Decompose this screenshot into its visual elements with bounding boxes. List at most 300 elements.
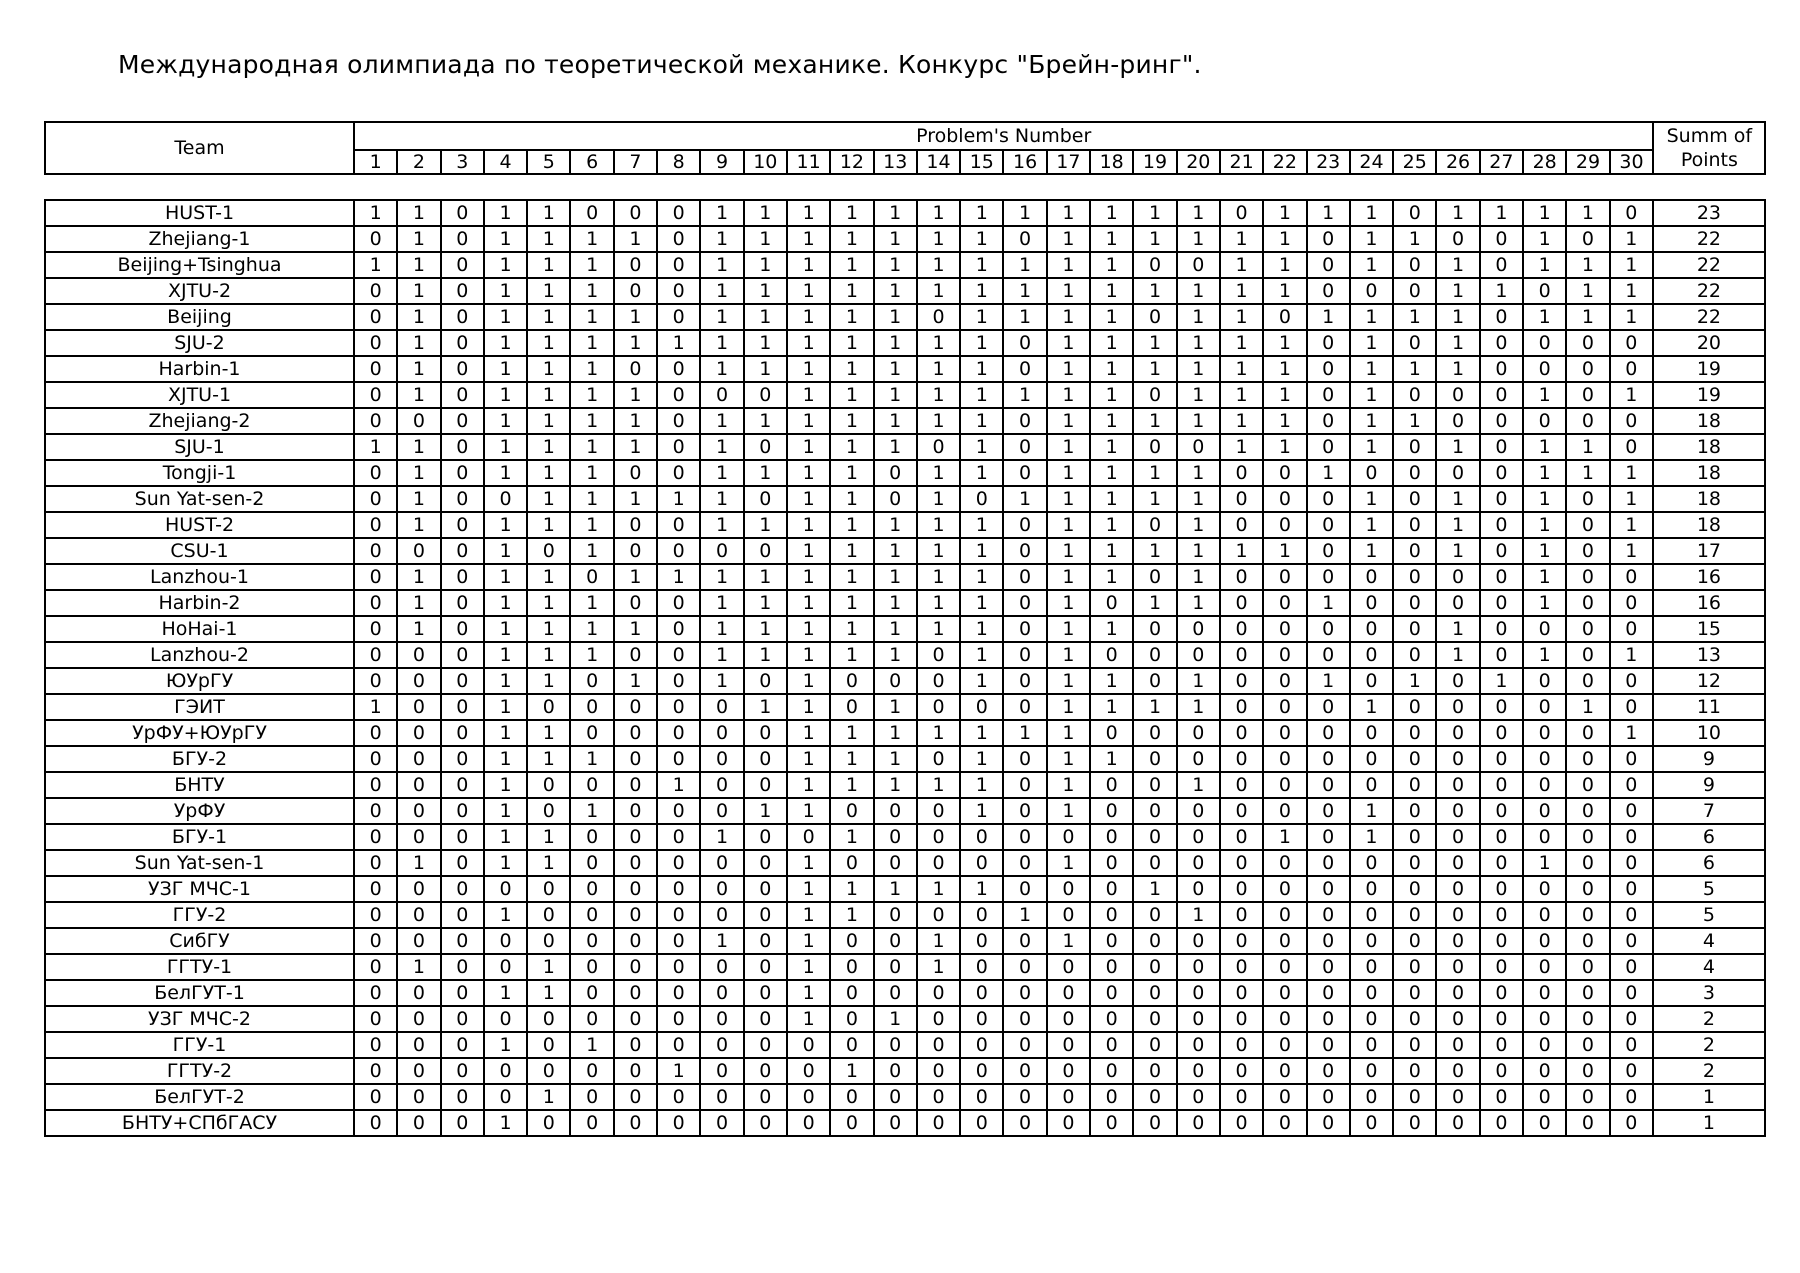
score-cell: 1 <box>614 408 657 434</box>
score-cell: 1 <box>397 330 440 356</box>
score-cell: 0 <box>1263 798 1306 824</box>
score-cell: 1 <box>1047 850 1090 876</box>
score-cell: 1 <box>1177 382 1220 408</box>
score-cell: 0 <box>354 876 397 902</box>
score-cell: 0 <box>1307 486 1350 512</box>
total-points: 16 <box>1653 564 1765 590</box>
score-cell: 0 <box>397 876 440 902</box>
score-cell: 1 <box>787 980 830 1006</box>
team-name: Zhejiang-2 <box>45 408 354 434</box>
score-cell: 0 <box>1220 876 1263 902</box>
score-cell: 1 <box>1047 356 1090 382</box>
score-cell: 0 <box>1220 486 1263 512</box>
score-cell: 1 <box>874 434 917 460</box>
score-cell: 0 <box>874 486 917 512</box>
score-cell: 0 <box>441 824 484 850</box>
problem-number-23: 23 <box>1307 150 1350 174</box>
score-cell: 0 <box>1003 798 1046 824</box>
score-cell: 0 <box>397 720 440 746</box>
score-cell: 0 <box>1480 1058 1523 1084</box>
score-cell: 1 <box>1003 200 1046 226</box>
score-cell: 0 <box>397 1058 440 1084</box>
score-cell: 0 <box>700 538 743 564</box>
score-cell: 0 <box>1566 226 1609 252</box>
score-cell: 0 <box>1133 850 1176 876</box>
score-cell: 0 <box>1263 486 1306 512</box>
score-cell: 1 <box>744 408 787 434</box>
score-cell: 0 <box>744 720 787 746</box>
score-cell: 1 <box>830 538 873 564</box>
score-cell: 1 <box>397 486 440 512</box>
score-cell: 0 <box>1393 590 1436 616</box>
score-cell: 0 <box>1003 876 1046 902</box>
problem-number-6: 6 <box>570 150 613 174</box>
score-cell: 1 <box>1090 694 1133 720</box>
score-cell: 0 <box>1350 954 1393 980</box>
score-cell: 1 <box>1177 408 1220 434</box>
score-cell: 1 <box>917 200 960 226</box>
score-cell: 0 <box>1610 590 1653 616</box>
score-cell: 0 <box>960 954 1003 980</box>
score-cell: 1 <box>830 460 873 486</box>
problem-number-7: 7 <box>614 150 657 174</box>
score-cell: 1 <box>700 642 743 668</box>
score-cell: 1 <box>527 616 570 642</box>
score-cell: 1 <box>1090 304 1133 330</box>
score-cell: 0 <box>1047 824 1090 850</box>
score-cell: 0 <box>1523 330 1566 356</box>
score-cell: 0 <box>1090 1032 1133 1058</box>
score-cell: 0 <box>700 954 743 980</box>
score-cell: 1 <box>700 200 743 226</box>
score-cell: 1 <box>917 330 960 356</box>
score-cell: 0 <box>1263 1032 1306 1058</box>
team-name: Harbin-2 <box>45 590 354 616</box>
score-cell: 0 <box>830 1110 873 1136</box>
score-cell: 0 <box>1393 1006 1436 1032</box>
score-cell: 0 <box>700 720 743 746</box>
score-cell: 1 <box>830 772 873 798</box>
score-cell: 0 <box>1003 694 1046 720</box>
problem-number-1: 1 <box>354 150 397 174</box>
score-cell: 0 <box>1480 252 1523 278</box>
score-cell: 0 <box>874 824 917 850</box>
score-cell: 1 <box>1047 564 1090 590</box>
score-cell: 1 <box>874 876 917 902</box>
score-cell: 1 <box>830 824 873 850</box>
score-cell: 0 <box>1393 616 1436 642</box>
score-cell: 0 <box>1307 1110 1350 1136</box>
score-cell: 0 <box>441 642 484 668</box>
score-cell: 0 <box>1436 226 1479 252</box>
score-cell: 1 <box>960 564 1003 590</box>
score-cell: 0 <box>1610 330 1653 356</box>
table-row <box>45 850 1765 876</box>
score-cell: 1 <box>484 824 527 850</box>
score-cell: 1 <box>744 252 787 278</box>
table-row <box>45 746 1765 772</box>
score-cell: 0 <box>1047 1084 1090 1110</box>
score-cell: 0 <box>354 564 397 590</box>
score-cell: 1 <box>527 850 570 876</box>
score-cell: 0 <box>1393 252 1436 278</box>
score-cell: 0 <box>1523 1058 1566 1084</box>
score-cell: 0 <box>397 1110 440 1136</box>
table-row <box>45 642 1765 668</box>
score-cell: 0 <box>1003 1032 1046 1058</box>
score-cell: 1 <box>874 356 917 382</box>
score-cell: 0 <box>1177 746 1220 772</box>
score-cell: 0 <box>397 824 440 850</box>
score-cell: 1 <box>830 382 873 408</box>
score-cell: 0 <box>614 980 657 1006</box>
score-cell: 0 <box>1307 954 1350 980</box>
score-cell: 0 <box>1480 460 1523 486</box>
score-cell: 1 <box>1047 590 1090 616</box>
score-cell: 0 <box>1610 1006 1653 1032</box>
score-cell: 0 <box>1610 772 1653 798</box>
score-cell: 1 <box>1610 382 1653 408</box>
score-cell: 0 <box>917 1084 960 1110</box>
table-row <box>45 876 1765 902</box>
score-cell: 1 <box>874 252 917 278</box>
score-cell: 0 <box>1436 876 1479 902</box>
score-cell: 1 <box>787 486 830 512</box>
score-cell: 1 <box>960 512 1003 538</box>
table-row <box>45 1006 1765 1032</box>
score-cell: 1 <box>570 278 613 304</box>
score-cell: 1 <box>397 356 440 382</box>
table-row <box>45 772 1765 798</box>
score-cell: 1 <box>527 564 570 590</box>
score-cell: 0 <box>1307 642 1350 668</box>
score-cell: 1 <box>1566 278 1609 304</box>
score-cell: 1 <box>787 876 830 902</box>
score-cell: 0 <box>397 408 440 434</box>
score-cell: 1 <box>787 1006 830 1032</box>
score-cell: 0 <box>1220 616 1263 642</box>
score-cell: 1 <box>397 460 440 486</box>
score-cell: 1 <box>787 798 830 824</box>
score-cell: 1 <box>1350 382 1393 408</box>
score-cell: 1 <box>1090 668 1133 694</box>
score-cell: 0 <box>700 876 743 902</box>
score-cell: 1 <box>1090 512 1133 538</box>
score-cell: 0 <box>1393 460 1436 486</box>
score-cell: 1 <box>830 486 873 512</box>
score-cell: 1 <box>830 564 873 590</box>
score-cell: 1 <box>1003 902 1046 928</box>
score-cell: 0 <box>1566 954 1609 980</box>
score-cell: 1 <box>874 226 917 252</box>
score-cell: 1 <box>700 356 743 382</box>
score-cell: 1 <box>1566 252 1609 278</box>
problem-number-24: 24 <box>1350 150 1393 174</box>
score-cell: 0 <box>744 850 787 876</box>
score-cell: 0 <box>1090 798 1133 824</box>
score-cell: 0 <box>1003 460 1046 486</box>
score-cell: 1 <box>960 720 1003 746</box>
problem-number-29: 29 <box>1566 150 1609 174</box>
score-cell: 0 <box>1436 694 1479 720</box>
score-cell: 0 <box>657 694 700 720</box>
score-cell: 1 <box>1436 616 1479 642</box>
score-cell: 0 <box>354 1032 397 1058</box>
score-cell: 0 <box>830 694 873 720</box>
score-cell: 0 <box>1523 798 1566 824</box>
score-cell: 1 <box>960 200 1003 226</box>
score-cell: 0 <box>830 980 873 1006</box>
score-cell: 1 <box>1263 408 1306 434</box>
score-cell: 0 <box>1436 902 1479 928</box>
score-cell: 0 <box>1263 954 1306 980</box>
score-cell: 1 <box>1090 434 1133 460</box>
score-cell: 0 <box>1177 876 1220 902</box>
score-cell: 1 <box>874 720 917 746</box>
score-cell: 1 <box>744 512 787 538</box>
score-cell: 0 <box>1480 434 1523 460</box>
score-cell: 1 <box>1090 486 1133 512</box>
score-cell: 0 <box>1307 538 1350 564</box>
score-cell: 0 <box>1133 434 1176 460</box>
score-cell: 0 <box>614 642 657 668</box>
score-cell: 0 <box>700 1110 743 1136</box>
score-cell: 0 <box>1393 694 1436 720</box>
score-cell: 1 <box>614 486 657 512</box>
score-cell: 0 <box>1566 356 1609 382</box>
score-cell: 1 <box>744 200 787 226</box>
score-cell: 0 <box>441 1058 484 1084</box>
score-cell: 1 <box>1350 512 1393 538</box>
score-cell: 0 <box>1090 928 1133 954</box>
score-cell: 0 <box>1610 408 1653 434</box>
score-cell: 0 <box>657 824 700 850</box>
score-cell: 1 <box>527 590 570 616</box>
score-cell: 0 <box>1566 668 1609 694</box>
score-cell: 1 <box>1047 460 1090 486</box>
score-cell: 1 <box>744 616 787 642</box>
score-cell: 1 <box>917 954 960 980</box>
score-cell: 0 <box>397 746 440 772</box>
score-cell: 1 <box>1436 642 1479 668</box>
score-cell: 0 <box>614 538 657 564</box>
score-cell: 0 <box>1523 980 1566 1006</box>
score-cell: 1 <box>960 226 1003 252</box>
score-cell: 0 <box>397 668 440 694</box>
score-cell: 0 <box>570 980 613 1006</box>
score-cell: 1 <box>570 538 613 564</box>
team-name: БГУ-1 <box>45 824 354 850</box>
score-cell: 1 <box>917 408 960 434</box>
score-cell: 0 <box>441 1006 484 1032</box>
score-cell: 1 <box>1480 200 1523 226</box>
score-cell: 1 <box>700 564 743 590</box>
total-points: 1 <box>1653 1110 1765 1136</box>
table-row <box>45 538 1765 564</box>
problem-number-18: 18 <box>1090 150 1133 174</box>
score-cell: 1 <box>1350 694 1393 720</box>
score-cell: 0 <box>1610 928 1653 954</box>
score-cell: 0 <box>700 382 743 408</box>
score-cell: 1 <box>1220 278 1263 304</box>
score-cell: 0 <box>1003 1006 1046 1032</box>
score-cell: 1 <box>1523 382 1566 408</box>
score-cell: 1 <box>527 226 570 252</box>
score-cell: 0 <box>1133 1006 1176 1032</box>
score-cell: 0 <box>787 1058 830 1084</box>
score-cell: 1 <box>1566 694 1609 720</box>
score-cell: 0 <box>1436 668 1479 694</box>
score-cell: 1 <box>484 538 527 564</box>
table-row <box>45 252 1765 278</box>
table-row <box>45 720 1765 746</box>
score-cell: 1 <box>700 928 743 954</box>
score-cell: 0 <box>1307 902 1350 928</box>
score-cell: 0 <box>1263 1058 1306 1084</box>
score-cell: 1 <box>787 850 830 876</box>
score-cell: 0 <box>700 850 743 876</box>
score-cell: 0 <box>1090 1110 1133 1136</box>
table-row <box>45 200 1765 226</box>
score-cell: 1 <box>1263 226 1306 252</box>
score-cell: 0 <box>874 850 917 876</box>
table-row <box>45 226 1765 252</box>
score-cell: 0 <box>614 720 657 746</box>
score-cell: 1 <box>570 746 613 772</box>
score-cell: 1 <box>830 304 873 330</box>
score-cell: 1 <box>1047 746 1090 772</box>
score-cell: 1 <box>614 382 657 408</box>
score-cell: 0 <box>1566 1006 1609 1032</box>
total-points: 2 <box>1653 1058 1765 1084</box>
score-cell: 1 <box>570 408 613 434</box>
score-cell: 0 <box>700 746 743 772</box>
score-cell: 1 <box>1566 434 1609 460</box>
score-cell: 1 <box>874 200 917 226</box>
score-cell: 1 <box>1047 278 1090 304</box>
score-cell: 1 <box>960 616 1003 642</box>
score-cell: 0 <box>614 252 657 278</box>
score-cell: 0 <box>1610 980 1653 1006</box>
score-cell: 1 <box>484 1110 527 1136</box>
team-column-header: Team <box>45 122 354 174</box>
score-cell: 0 <box>1393 1032 1436 1058</box>
score-cell: 1 <box>1523 434 1566 460</box>
score-cell: 0 <box>1263 512 1306 538</box>
score-cell: 0 <box>570 772 613 798</box>
team-name: HUST-2 <box>45 512 354 538</box>
score-cell: 0 <box>1436 798 1479 824</box>
score-cell: 0 <box>1480 538 1523 564</box>
score-cell: 1 <box>1047 304 1090 330</box>
score-cell: 0 <box>1177 954 1220 980</box>
score-cell: 0 <box>744 876 787 902</box>
score-cell: 0 <box>397 902 440 928</box>
score-cell: 1 <box>874 538 917 564</box>
score-cell: 1 <box>917 928 960 954</box>
problem-number-10: 10 <box>744 150 787 174</box>
total-points: 15 <box>1653 616 1765 642</box>
score-cell: 1 <box>570 590 613 616</box>
score-cell: 0 <box>441 278 484 304</box>
problem-number-15: 15 <box>960 150 1003 174</box>
score-cell: 1 <box>787 746 830 772</box>
score-cell: 1 <box>1220 226 1263 252</box>
score-cell: 0 <box>1610 434 1653 460</box>
score-cell: 0 <box>1003 330 1046 356</box>
score-cell: 0 <box>441 902 484 928</box>
score-cell: 1 <box>397 616 440 642</box>
score-cell: 1 <box>744 304 787 330</box>
team-name: УрФУ <box>45 798 354 824</box>
score-cell: 1 <box>1047 200 1090 226</box>
score-cell: 1 <box>484 668 527 694</box>
score-cell: 0 <box>1003 356 1046 382</box>
score-cell: 1 <box>1133 590 1176 616</box>
score-cell: 1 <box>1047 252 1090 278</box>
score-cell: 1 <box>570 460 613 486</box>
score-cell: 1 <box>484 564 527 590</box>
score-cell: 0 <box>1523 356 1566 382</box>
score-cell: 0 <box>657 1084 700 1110</box>
score-cell: 1 <box>1523 486 1566 512</box>
score-cell: 0 <box>1263 1084 1306 1110</box>
score-cell: 1 <box>484 720 527 746</box>
score-cell: 0 <box>1220 824 1263 850</box>
score-cell: 0 <box>441 1110 484 1136</box>
score-cell: 1 <box>527 668 570 694</box>
score-cell: 0 <box>657 590 700 616</box>
score-cell: 0 <box>484 876 527 902</box>
score-cell: 1 <box>657 486 700 512</box>
score-cell: 0 <box>1566 746 1609 772</box>
score-cell: 1 <box>484 330 527 356</box>
score-cell: 0 <box>1393 720 1436 746</box>
score-cell: 1 <box>787 720 830 746</box>
score-cell: 0 <box>1480 850 1523 876</box>
score-cell: 0 <box>1480 1084 1523 1110</box>
score-cell: 0 <box>1003 1058 1046 1084</box>
score-cell: 1 <box>874 512 917 538</box>
score-cell: 1 <box>874 1006 917 1032</box>
score-cell: 0 <box>1480 694 1523 720</box>
score-cell: 0 <box>657 616 700 642</box>
score-cell: 0 <box>1610 564 1653 590</box>
score-cell: 1 <box>527 980 570 1006</box>
score-cell: 0 <box>1220 746 1263 772</box>
score-cell: 0 <box>744 954 787 980</box>
score-cell: 0 <box>700 1084 743 1110</box>
score-cell: 0 <box>1610 954 1653 980</box>
score-cell: 0 <box>1047 902 1090 928</box>
total-points: 22 <box>1653 252 1765 278</box>
score-cell: 0 <box>1133 772 1176 798</box>
score-cell: 0 <box>1566 642 1609 668</box>
score-cell: 0 <box>1610 876 1653 902</box>
score-cell: 0 <box>1047 1110 1090 1136</box>
team-name: ЮУрГУ <box>45 668 354 694</box>
table-row <box>45 460 1765 486</box>
score-cell: 1 <box>830 330 873 356</box>
score-cell: 0 <box>1090 876 1133 902</box>
score-cell: 0 <box>1133 1058 1176 1084</box>
score-cell: 0 <box>1480 382 1523 408</box>
table-row <box>45 928 1765 954</box>
score-cell: 1 <box>1220 382 1263 408</box>
problem-number-26: 26 <box>1436 150 1479 174</box>
score-cell: 0 <box>657 876 700 902</box>
team-name: БГУ-2 <box>45 746 354 772</box>
